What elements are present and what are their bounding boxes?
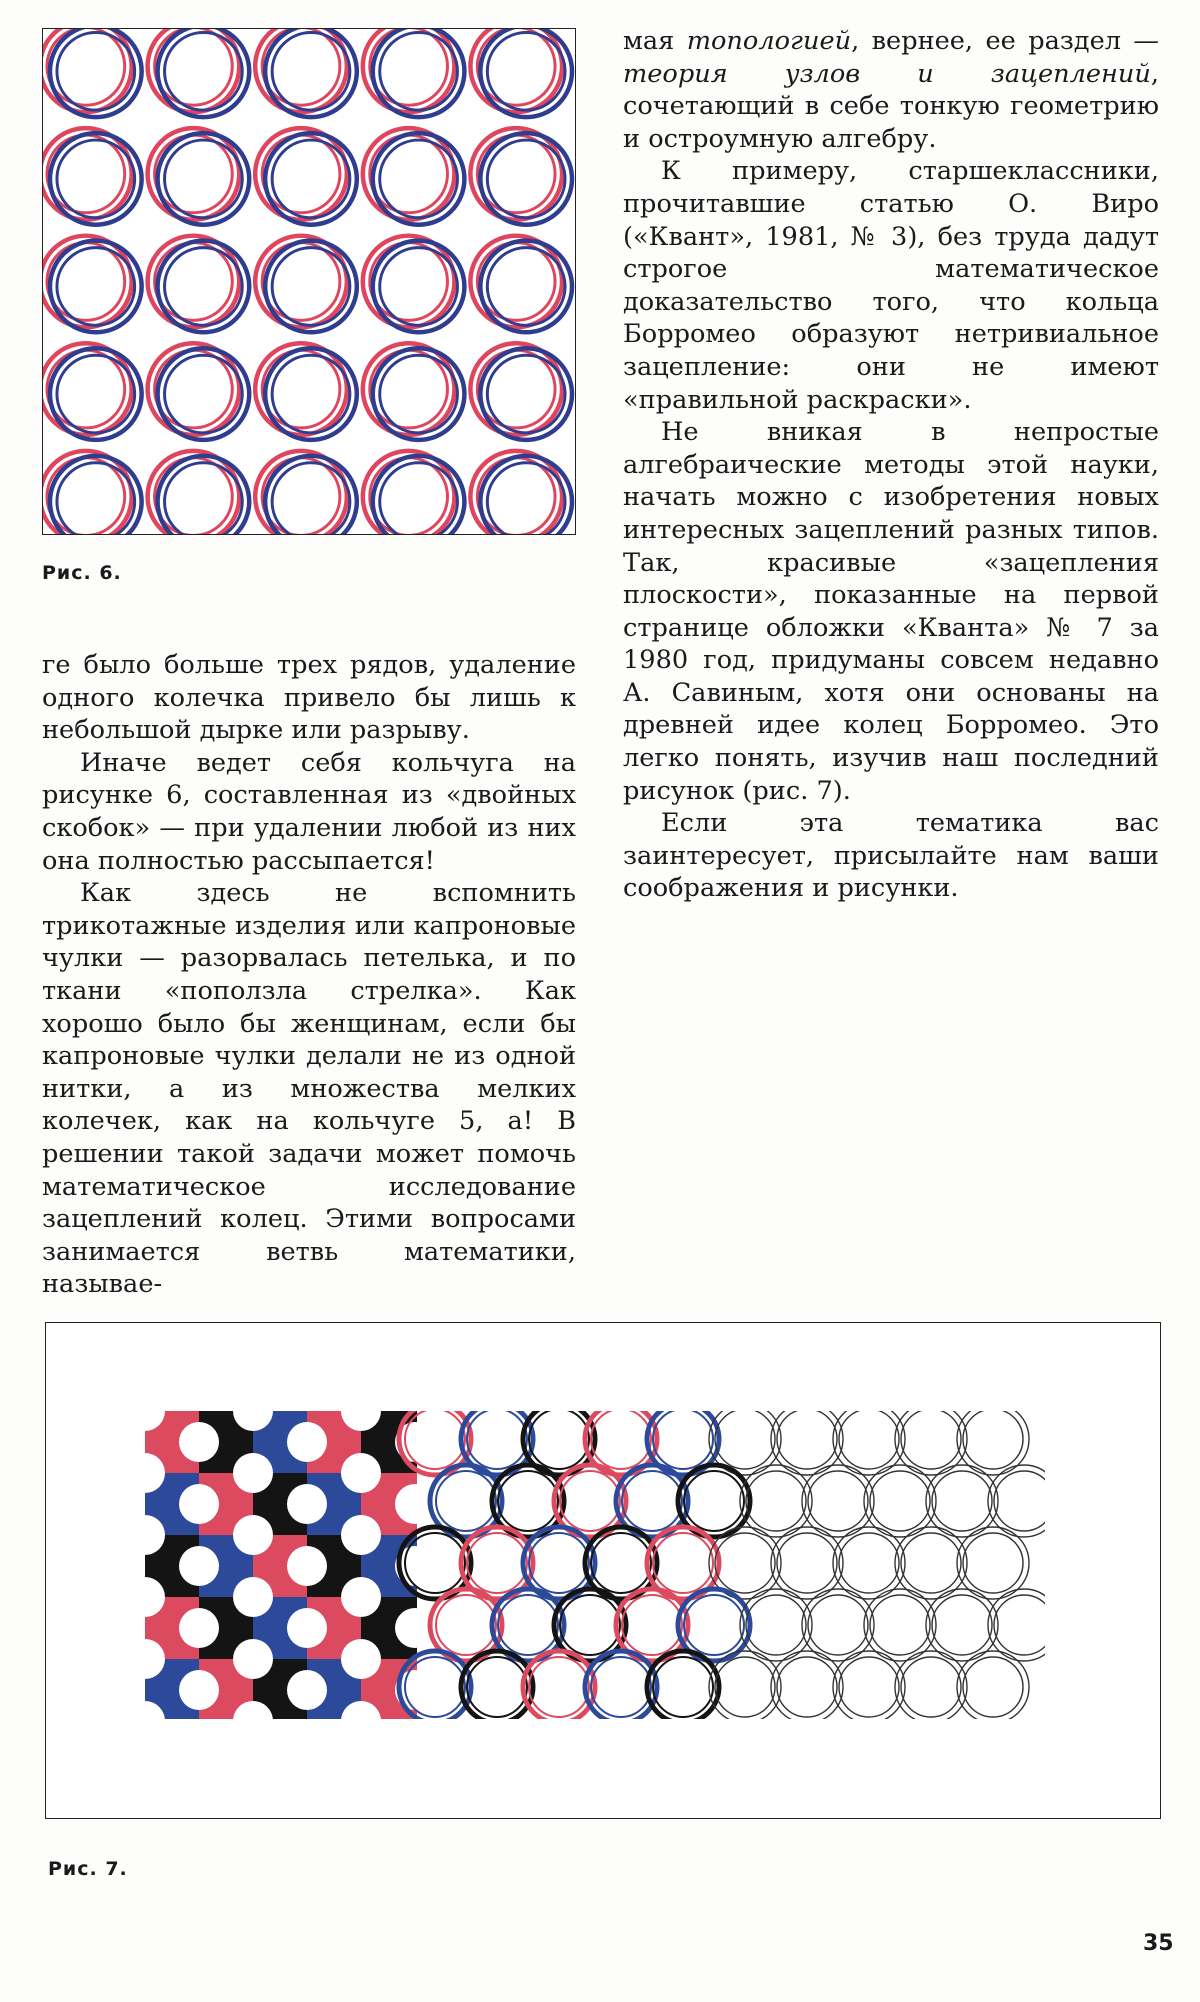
figure-7-ring <box>653 1657 713 1717</box>
figure-7-ring <box>777 1411 837 1469</box>
figure-7-plane-linking <box>45 1322 1161 1819</box>
text-run: , вернее, ее раздел — <box>851 26 1159 56</box>
figure-6-ring <box>255 29 347 112</box>
figure-7-ring <box>901 1533 961 1593</box>
figure-7-ring <box>963 1411 1023 1469</box>
figure-7-ring <box>895 1527 967 1599</box>
figure-7-ring <box>808 1471 868 1531</box>
figure-7-gap <box>287 1670 327 1710</box>
figure-7-ring <box>895 1651 967 1719</box>
figure-7-ring <box>926 1589 998 1661</box>
figure-7-ring <box>963 1533 1023 1593</box>
figure-7-ring <box>963 1657 1023 1717</box>
term-topology: топологией <box>686 26 852 56</box>
left-paragraph-1: ге было больше трех рядов, удаление одного колечка привело бы лишь к небольшой дырке или разрыву. <box>42 650 576 746</box>
figure-7-ring <box>777 1657 837 1717</box>
figure-7-ring <box>746 1471 806 1531</box>
right-paragraph-4: Если эта тематика вас заинтересует, присылайте нам ваши соображения и рисунки. <box>623 808 1159 904</box>
figure-6-caption: Рис. 6. <box>42 562 122 584</box>
figure-7-ring <box>591 1411 651 1469</box>
figure-7-ring <box>715 1411 775 1469</box>
figure-7-ring <box>994 1471 1045 1531</box>
figure-7-gap <box>179 1608 219 1648</box>
figure-7-gap <box>233 1453 273 1493</box>
figure-6-ring <box>470 29 562 112</box>
figure-7-gap <box>179 1484 219 1524</box>
figure-7-ring <box>988 1589 1045 1661</box>
figure-6-drawing <box>43 29 575 534</box>
figure-7-ring <box>467 1411 527 1469</box>
page-number: 35 <box>1143 1931 1174 1956</box>
figure-7-gap <box>233 1577 273 1617</box>
figure-7-ring <box>467 1533 527 1593</box>
figure-7-ring <box>591 1533 651 1593</box>
figure-7-gap <box>341 1577 381 1617</box>
figure-6-ring <box>363 29 455 112</box>
figure-7-ring <box>808 1595 868 1655</box>
figure-7-ring <box>870 1471 930 1531</box>
figure-7-ring <box>870 1595 930 1655</box>
figure-7-ring <box>467 1657 527 1717</box>
figure-7-ring <box>684 1595 744 1655</box>
left-paragraph-3: Как здесь не вспомнить трикотажные изделия или капроновые чулки — разорвалась петелька, и по ткани «поползла стрелка». Как хорошо было бы женщинам, если бы капроновые чулки делали не из одной нитки, а из множества мелких колечек, как на кольчуге 5, а! В решении такой задачи может помочь математическое исследование зацеплений колец. Этими вопросами занимается ветвь математики, называе- <box>42 878 576 1300</box>
left-text-column <box>42 649 576 1301</box>
right-paragraph-1 <box>623 25 1159 155</box>
term-knot-theory: теория узлов и зацеплений <box>623 58 1151 89</box>
text-run: мая <box>623 26 687 56</box>
figure-7-ring <box>833 1527 905 1599</box>
figure-6-ring <box>148 29 240 112</box>
figure-7-ring <box>715 1657 775 1717</box>
figure-7-ring <box>715 1533 775 1593</box>
figure-7-ring <box>498 1471 558 1531</box>
right-text-column <box>623 25 1159 905</box>
figure-7-ring <box>957 1527 1029 1599</box>
figure-7-ring <box>560 1595 620 1655</box>
figure-7-ring <box>529 1657 589 1717</box>
figure-7-ring <box>839 1533 899 1593</box>
right-paragraph-2: К примеру, старшеклассники, прочитавшие статью О. Виро («Квант», 1981, № 3), без труда дадут строгое математическое доказательство того, что кольца Борромео образуют нетривиальное зацепление: они не имеют «правильной раскраски». <box>623 156 1159 415</box>
figure-7-ring <box>932 1595 992 1655</box>
right-paragraph-3: Не вникая в непростые алгебраические методы этой науки, начать можно с изобретения новых интересных зацеплений разных типов. Так, красивые «зацепления плоскости», показанные на первой странице обложки «Кванта» № 7 за 1980 год, придуманы совсем недавно А. Савиным, хотя они основаны на древней идее колец Борромео. Это легко понять, изучив наш последний рисунок (рис. 7). <box>623 417 1159 806</box>
text-run: , сочетающий в себе тонкую геометрию и остроумную алгебру. <box>623 58 1159 154</box>
left-paragraph-2: Иначе ведет себя кольчуга на рисунке 6, составленная из «двойных скобок» — при удалении любой из них она полностью рассыпается! <box>42 747 576 876</box>
figure-7-gap <box>287 1484 327 1524</box>
figure-7-ring <box>839 1411 899 1469</box>
figure-7-ring <box>833 1651 905 1719</box>
figure-7-gap <box>287 1546 327 1586</box>
figure-7-ring <box>436 1471 496 1531</box>
figure-7-ring <box>436 1595 496 1655</box>
figure-7-gap <box>287 1608 327 1648</box>
figure-7-gap <box>179 1546 219 1586</box>
figure-7-ring <box>802 1589 874 1661</box>
figure-6-chainmail-double-brackets <box>42 28 576 535</box>
figure-7-gap <box>179 1670 219 1710</box>
figure-7-gap <box>287 1422 327 1462</box>
figure-7-ring <box>560 1471 620 1531</box>
figure-7-ring <box>591 1657 651 1717</box>
figure-7-ring <box>498 1595 558 1655</box>
figure-7-caption: Рис. 7. <box>48 1858 128 1880</box>
figure-7-gap <box>341 1453 381 1493</box>
figure-7-ring <box>771 1651 843 1719</box>
figure-7-ring <box>932 1471 992 1531</box>
figure-7-ring <box>957 1651 1029 1719</box>
figure-7-ring <box>988 1465 1045 1537</box>
figure-7-gap <box>233 1639 273 1679</box>
figure-7-ring <box>622 1595 682 1655</box>
figure-7-ring <box>839 1657 899 1717</box>
figure-7-ring <box>901 1657 961 1717</box>
figure-7-gap <box>233 1515 273 1555</box>
figure-7-ring <box>771 1527 843 1599</box>
figure-7-drawing <box>145 1411 1045 1719</box>
figure-7-ring <box>529 1411 589 1469</box>
figure-7-ring <box>529 1533 589 1593</box>
figure-7-ring <box>864 1465 936 1537</box>
figure-7-ring <box>746 1595 806 1655</box>
figure-7-gap <box>341 1515 381 1555</box>
figure-7-ring <box>864 1589 936 1661</box>
figure-7-gap <box>341 1639 381 1679</box>
figure-7-ring <box>926 1465 998 1537</box>
figure-7-ring <box>684 1471 744 1531</box>
figure-7-ring <box>994 1595 1045 1655</box>
figure-7-ring <box>653 1411 713 1469</box>
figure-7-ring <box>901 1411 961 1469</box>
figure-7-ring <box>777 1533 837 1593</box>
figure-7-ring <box>653 1533 713 1593</box>
figure-7-ring <box>622 1471 682 1531</box>
figure-7-ring <box>802 1465 874 1537</box>
figure-7-gap <box>179 1422 219 1462</box>
